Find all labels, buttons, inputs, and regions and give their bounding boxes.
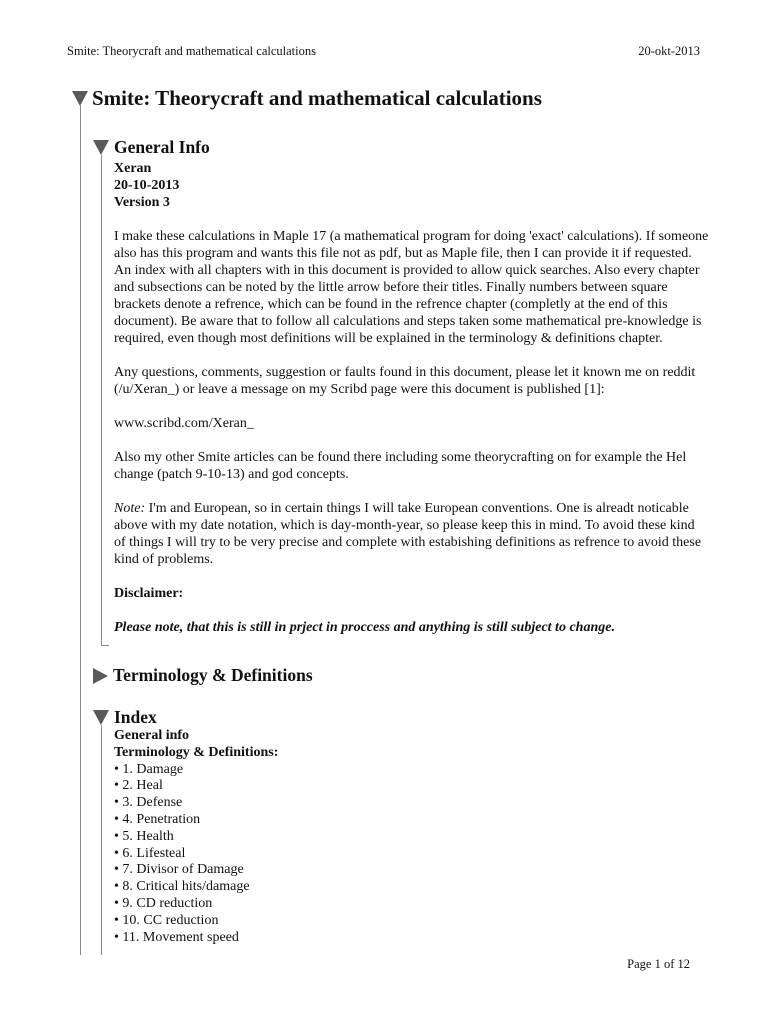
header-date: 20-okt-2013 <box>638 44 700 58</box>
document-title-row[interactable] <box>72 86 542 111</box>
index-bracket <box>101 725 102 955</box>
note-text: I'm and European, so in certain things I will take European conventions. One is alreadt noticable above with my date notation, which is day-month-year, so please keep this in mind. To avoid these kind of things I will try to be very precise and complete with estabishing definitions as refrence to avoid these kind of problems. <box>114 501 702 567</box>
disclaimer-text: Please note, that this is still in prject in proccess and anything is still subject to change. <box>114 620 615 635</box>
version: Version 3 <box>114 195 170 210</box>
index-item[interactable]: • 5. Health <box>114 828 174 844</box>
author: Xeran <box>114 161 152 176</box>
page-number: Page 1 of 12 <box>627 957 690 971</box>
header-title: Smite: Theorycraft and mathematical calculations <box>67 44 316 58</box>
index-item[interactable]: • 4. Penetration <box>114 811 201 827</box>
index-item[interactable]: • 2. Heal <box>114 778 163 794</box>
contact-paragraph: Any questions, comments, suggestion or faults found in this document, please let it known me on reddit (/u/Xeran_) or leave a message on my Scribd page were this document is published [1]: <box>114 365 696 397</box>
terminology-heading-row[interactable] <box>93 665 313 686</box>
general-info-heading: General Info <box>114 137 210 157</box>
general-info-content <box>114 160 709 636</box>
document-section-bracket <box>80 104 81 955</box>
index-general-info[interactable]: General info <box>114 728 190 743</box>
articles-paragraph: Also my other Smite articles can be found there including some theorycrafting on for example the Hel change (patch 9-10-13) and god concepts. <box>114 450 687 482</box>
index-item[interactable]: • 9. CD reduction <box>114 895 213 911</box>
doc-date: 20-10-2013 <box>114 178 180 193</box>
general-info-bracket-end <box>101 645 109 646</box>
collapse-arrow-icon[interactable] <box>93 710 109 725</box>
document-title: Smite: Theorycraft and mathematical calculations <box>92 86 542 110</box>
expand-arrow-icon[interactable] <box>93 668 108 684</box>
index-item[interactable]: • 10. CC reduction <box>114 912 219 928</box>
page-header <box>67 44 700 59</box>
collapse-arrow-icon[interactable] <box>93 140 109 155</box>
index-item[interactable]: • 7. Divisor of Damage <box>114 862 244 878</box>
general-info-bracket <box>101 155 102 645</box>
general-info-heading-row[interactable] <box>93 137 210 158</box>
scribd-link[interactable]: www.scribd.com/Xeran_ <box>114 416 254 431</box>
terminology-heading: Terminology & Definitions <box>113 665 313 685</box>
index-list <box>114 728 278 946</box>
index-item[interactable]: • 3. Defense <box>114 795 183 811</box>
index-item[interactable]: • 8. Critical hits/damage <box>114 879 250 895</box>
index-item[interactable]: • 1. Damage <box>114 761 184 777</box>
disclaimer-label: Disclaimer: <box>114 586 184 601</box>
index-heading-row[interactable] <box>93 707 157 728</box>
index-terminology-label[interactable]: Terminology & Definitions: <box>114 744 279 760</box>
note-paragraph <box>114 500 709 568</box>
index-item[interactable]: • 11. Movement speed <box>114 929 239 945</box>
note-label: Note: <box>114 501 146 516</box>
index-item[interactable]: • 6. Lifesteal <box>114 845 186 861</box>
intro-paragraph: I make these calculations in Maple 17 (a mathematical program for doing 'exact' calculations). If someone also has this program and wants this file not as pdf, but as Maple file, then I can provide it if requested. An index with all chapters with in this document is provided to allow quick searches. Also every chapter and subsections can be noted by the little arrow before their titles. Finally numbers between square brackets denote a refrence, which can be found in the refrence chapter (completly at the end of this document). Be aware that to follow all calculations and steps taken some mathematical pre-knowledge is required, even though most definitions will be explained in the terminology & definitions chapter. <box>114 229 709 346</box>
index-heading: Index <box>114 707 157 727</box>
